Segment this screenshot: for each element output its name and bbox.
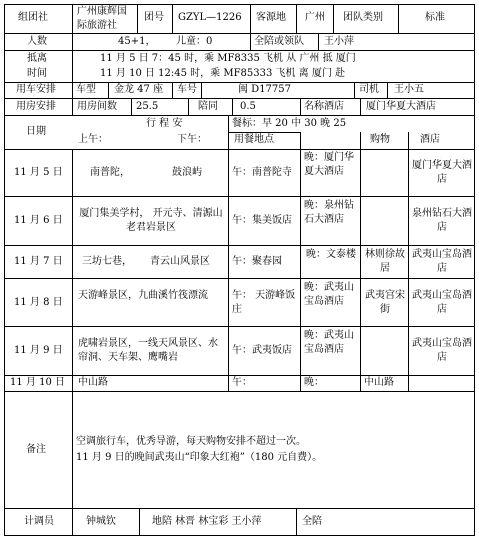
day-hotel: 武夷山宝岛酒店: [412, 290, 472, 315]
day-dinner: 晚：文泰楼: [306, 249, 356, 260]
date-header: 日期: [26, 126, 46, 137]
origin-label: 客源地: [256, 12, 286, 23]
grid-line: [4, 98, 475, 99]
grid-line: [72, 4, 73, 33]
driver-name: 王小五: [394, 84, 424, 95]
day-lunch: 午：聚春园: [232, 256, 282, 267]
grid-line: [172, 82, 173, 98]
hotel-name: 厦门华夏大酒店: [366, 101, 436, 112]
day-date: 11 月 9 日: [14, 345, 63, 356]
grid-line: [72, 391, 73, 536]
driver-label: 司机: [359, 84, 379, 95]
day-itinerary: 中山路: [78, 377, 108, 388]
group-type-label: 团队类别: [343, 12, 383, 23]
grid-line: [108, 82, 109, 98]
hotel-label: 名称酒店: [304, 101, 344, 112]
grid-line: [72, 82, 73, 98]
day-shopping: 中山路: [364, 377, 394, 388]
day-dinner: 晚：武夷山宝岛酒店: [304, 330, 354, 355]
grid-line: [4, 245, 475, 246]
plate-label: 车号: [177, 84, 197, 95]
grid-line: [232, 98, 233, 115]
grid-line: [387, 82, 388, 98]
child-count: 儿童：0: [176, 36, 213, 47]
group-no: GZYL—1226: [178, 12, 242, 23]
grid-line: [300, 132, 301, 391]
grid-line: [72, 50, 73, 82]
grid-line: [250, 4, 251, 33]
day-lunch: 午：武夷饭店: [232, 345, 292, 356]
day-afternoon: 鼓浪屿: [172, 167, 202, 178]
arrival-label: 抵离: [27, 53, 47, 64]
day-date: 11 月 6 日: [14, 215, 63, 226]
origin: 广州: [305, 12, 325, 23]
group-no-label: 团号: [144, 12, 164, 23]
day-date: 11 月 5 日: [14, 167, 63, 178]
shopping-header: 购物: [370, 134, 390, 145]
grid-line: [360, 98, 361, 115]
morning-header: 上午：: [78, 134, 108, 145]
agency-label: 组团社: [18, 12, 48, 23]
day-itinerary: 厦门集美学村， 开元寺、清源山老君岩景区: [79, 208, 223, 233]
grid-line: [398, 4, 399, 33]
day-dinner: 晚：厦门华夏大酒店: [304, 152, 354, 177]
grid-line: [474, 4, 475, 536]
remarks-label: 备注: [26, 444, 46, 455]
vehicle-type-label: 车型: [76, 84, 96, 95]
grid-line: [250, 33, 251, 50]
grid-line: [4, 50, 475, 51]
day-lunch: 午：: [232, 377, 252, 388]
day-hotel: 泉州钻石大酒店: [412, 208, 472, 233]
grid-line: [4, 33, 475, 34]
grid-line: [72, 98, 73, 115]
people-label: 人数: [27, 36, 47, 47]
grid-line: [4, 391, 475, 392]
day-date: 11 月 10 日: [10, 377, 65, 388]
grid-line: [72, 149, 73, 391]
day-itinerary: 虎啸岩景区，一线天风景区、水帘洞、天车架、鹰嘴岩: [78, 338, 218, 363]
grid-line: [4, 115, 475, 116]
day-afternoon: 青云山风景区: [150, 256, 210, 267]
arrival-line: 11 月 5 日 7：45 时，乘 MF8335 飞机 从 广州 抵 厦门: [100, 53, 356, 64]
day-shopping: 武夷宫宋街: [365, 290, 405, 315]
grid-line: [4, 4, 475, 5]
plate-number: 闽 D17757: [238, 84, 292, 95]
grid-line: [4, 535, 475, 536]
vehicle-label: 用车安排: [16, 84, 56, 95]
day-lunch: 午： 天游峰饭庄: [232, 290, 296, 315]
grid-line: [228, 115, 229, 391]
day-lunch: 午：南普陀寺: [232, 167, 292, 178]
day-dinner: 晚：武夷山宝岛酒店: [304, 282, 354, 307]
planner-name: 钟城钦: [86, 516, 116, 527]
day-dinner: 晚：: [304, 377, 324, 388]
grid-line: [4, 278, 475, 279]
grid-line: [354, 82, 355, 98]
remarks-line: 空调旅行车，优秀导游，每天购物安排不超过一次。: [76, 436, 306, 447]
grid-line: [4, 4, 5, 536]
grid-line: [296, 508, 297, 536]
grid-line: [131, 98, 132, 115]
itinerary-header: 行 程 安: [146, 118, 183, 129]
guide-name: 王小萍: [324, 36, 354, 47]
day-morning: 南普陀，: [90, 167, 130, 178]
room-count-label: 用房间数: [77, 101, 117, 112]
adult-count: 45+1，: [118, 36, 156, 47]
day-shopping: 林则徐故居: [365, 249, 405, 274]
day-itinerary: 天游峰景区，九曲溪竹筏漂流: [78, 290, 208, 301]
day-hotel: 武夷山宝岛酒店: [412, 338, 472, 363]
grid-line: [4, 508, 475, 509]
day-date: 11 月 8 日: [14, 297, 63, 308]
guide-label: 全陪或领队: [254, 36, 304, 47]
vehicle-type: 金龙 47 座: [114, 84, 164, 95]
grid-line: [333, 4, 334, 33]
day-date: 11 月 7 日: [14, 256, 63, 267]
local-guides: 地陪 林晋 林宝彩 王小萍: [152, 516, 262, 527]
meal-standard: 餐标：早 20 中 30 晚 25: [232, 118, 347, 129]
room-count: 25.5: [136, 101, 159, 112]
grid-line: [72, 33, 73, 50]
grid-line: [139, 508, 140, 536]
group-type: 标准: [425, 12, 445, 23]
grid-line: [408, 132, 409, 391]
accompany-rooms: 0.5: [240, 101, 256, 112]
grid-line: [188, 98, 189, 115]
day-hotel: 厦门华夏大酒店: [412, 160, 472, 185]
time-label: 时间: [27, 68, 47, 79]
grid-line: [300, 98, 301, 115]
planner-label: 计调员: [24, 516, 54, 527]
grid-line: [296, 4, 297, 33]
full-guide-label: 全陪: [302, 516, 322, 527]
remarks-line: 11 月 9 日的晚间武夷山“印象大红袍”（180 元自费）。: [76, 452, 323, 463]
grid-line: [4, 196, 475, 197]
grid-line: [318, 33, 319, 50]
agency-name: 广州康辉国际旅游社: [77, 6, 127, 31]
grid-line: [4, 326, 475, 327]
grid-line: [4, 149, 475, 150]
accompany-label: 陪同: [198, 101, 218, 112]
afternoon-header: 下午：: [177, 134, 207, 145]
meal-place-header: 用餐地点: [234, 134, 274, 145]
grid-line: [201, 82, 202, 98]
departure-line: 11 月 10 日 12:45 时，乘 MF85333 飞机 离 厦门 赴: [100, 68, 346, 79]
grid-line: [360, 132, 361, 391]
day-morning: 三坊七巷，: [82, 256, 132, 267]
grid-line: [172, 4, 173, 33]
day-hotel: 武夷山宝岛酒店: [412, 249, 472, 274]
day-lunch: 午：集美饭店: [232, 215, 292, 226]
day-dinner: 晚：泉州钻石大酒店: [304, 200, 354, 225]
hotel-header: 酒店: [420, 134, 440, 145]
rooms-label: 用房安排: [16, 101, 56, 112]
grid-line: [137, 4, 138, 33]
